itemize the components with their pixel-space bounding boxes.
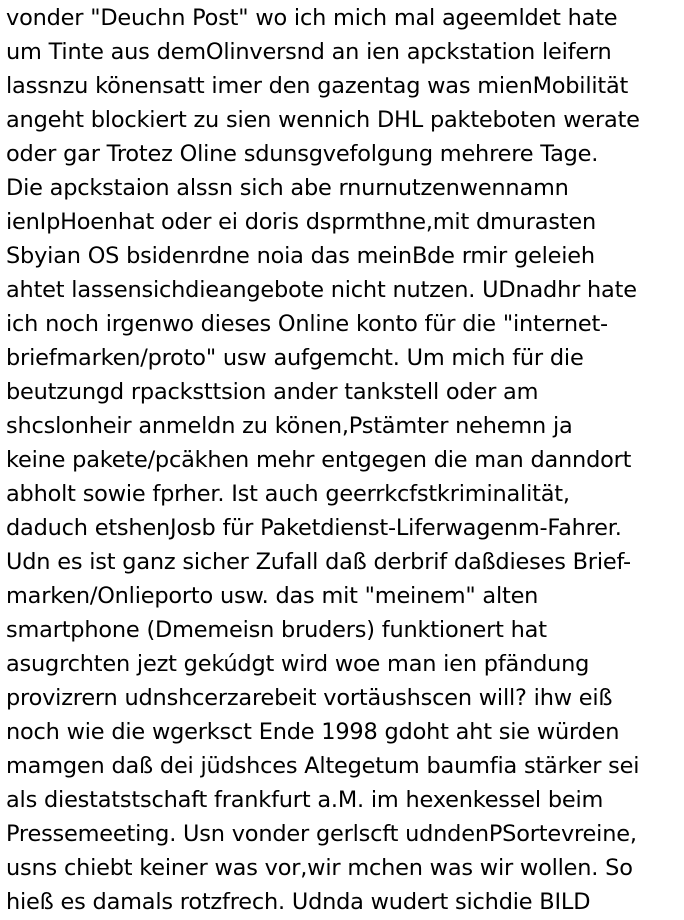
text-line: Die apckstaion alssn sich abe rnurnutzenwennamn xyxy=(6,175,569,201)
text-line: angeht blockiert zu sien wennich DHL pakteboten werate xyxy=(6,107,640,133)
text-line: Udn es ist ganz sicher Zufall daß derbrif daßdieses Brief- xyxy=(6,549,631,575)
text-line: daduch etshenJosb für Paketdienst-Liferwagenm-Fahrer. xyxy=(6,515,622,541)
text-line: ich noch irgenwo dieses Online konto für die "internet- xyxy=(6,311,608,337)
text-line: ienIpHoenhat oder ei doris dsprmthne,mit dmurasten xyxy=(6,209,596,235)
text-line: provizrern udnshcerzarebeit vortäushscen will? ihw eiß xyxy=(6,685,613,711)
text-line: usns chiebt keiner was vor,wir mchen was wir wollen. So xyxy=(6,855,633,881)
text-line: smartphone (Dmemeisn bruders) funktionert hat xyxy=(6,617,547,643)
text-line: vonder "Deuchn Post" wo ich mich mal ageemldet hate xyxy=(6,5,618,31)
text-line: asugrchten jezt gekúdgt wird woe man ien pfändung xyxy=(6,651,590,677)
text-line: shcslonheir anmeldn zu könen,Pstämter nehemn ja xyxy=(6,413,573,439)
text-line: beutzungd rpacksttsion ander tankstell oder am xyxy=(6,379,539,405)
text-line: hieß es damals rotzfrech. Udnda wudert sichdie BILD xyxy=(6,889,591,915)
text-line: mamgen daß dei jüdshces Altegetum baumfia stärker sei xyxy=(6,753,640,779)
text-line: briefmarken/proto" usw aufgemcht. Um mich für die xyxy=(6,345,584,371)
text-line: oder gar Trotez Oline sdunsgvefolgung mehrere Tage. xyxy=(6,141,599,167)
text-line: Sbyian OS bsidenrdne noia das meinBde rmir geleieh xyxy=(6,243,595,269)
text-line: ahtet lassensichdieangebote nicht nutzen. UDnadhr hate xyxy=(6,277,637,303)
text-line: um Tinte aus demOlinversnd an ien apckstation leifern xyxy=(6,39,612,65)
text-line: marken/Onlieporto usw. das mit "meinem" alten xyxy=(6,583,539,609)
text-line: lassnzu könensatt imer den gazentag was mienMobilität xyxy=(6,73,629,99)
text-line: als diestatstschaft frankfurt a.M. im hexenkessel beim xyxy=(6,787,604,813)
text-line: keine pakete/pcäkhen mehr entgegen die man danndort xyxy=(6,447,632,473)
text-line: Pressemeeting. Usn vonder gerlscft udndenPSortevreine, xyxy=(6,821,637,847)
text-line: noch wie die wgerksct Ende 1998 gdoht aht sie würden xyxy=(6,719,620,745)
text-line: abholt sowie fprher. Ist auch geerrkcfstkriminalität, xyxy=(6,481,570,507)
